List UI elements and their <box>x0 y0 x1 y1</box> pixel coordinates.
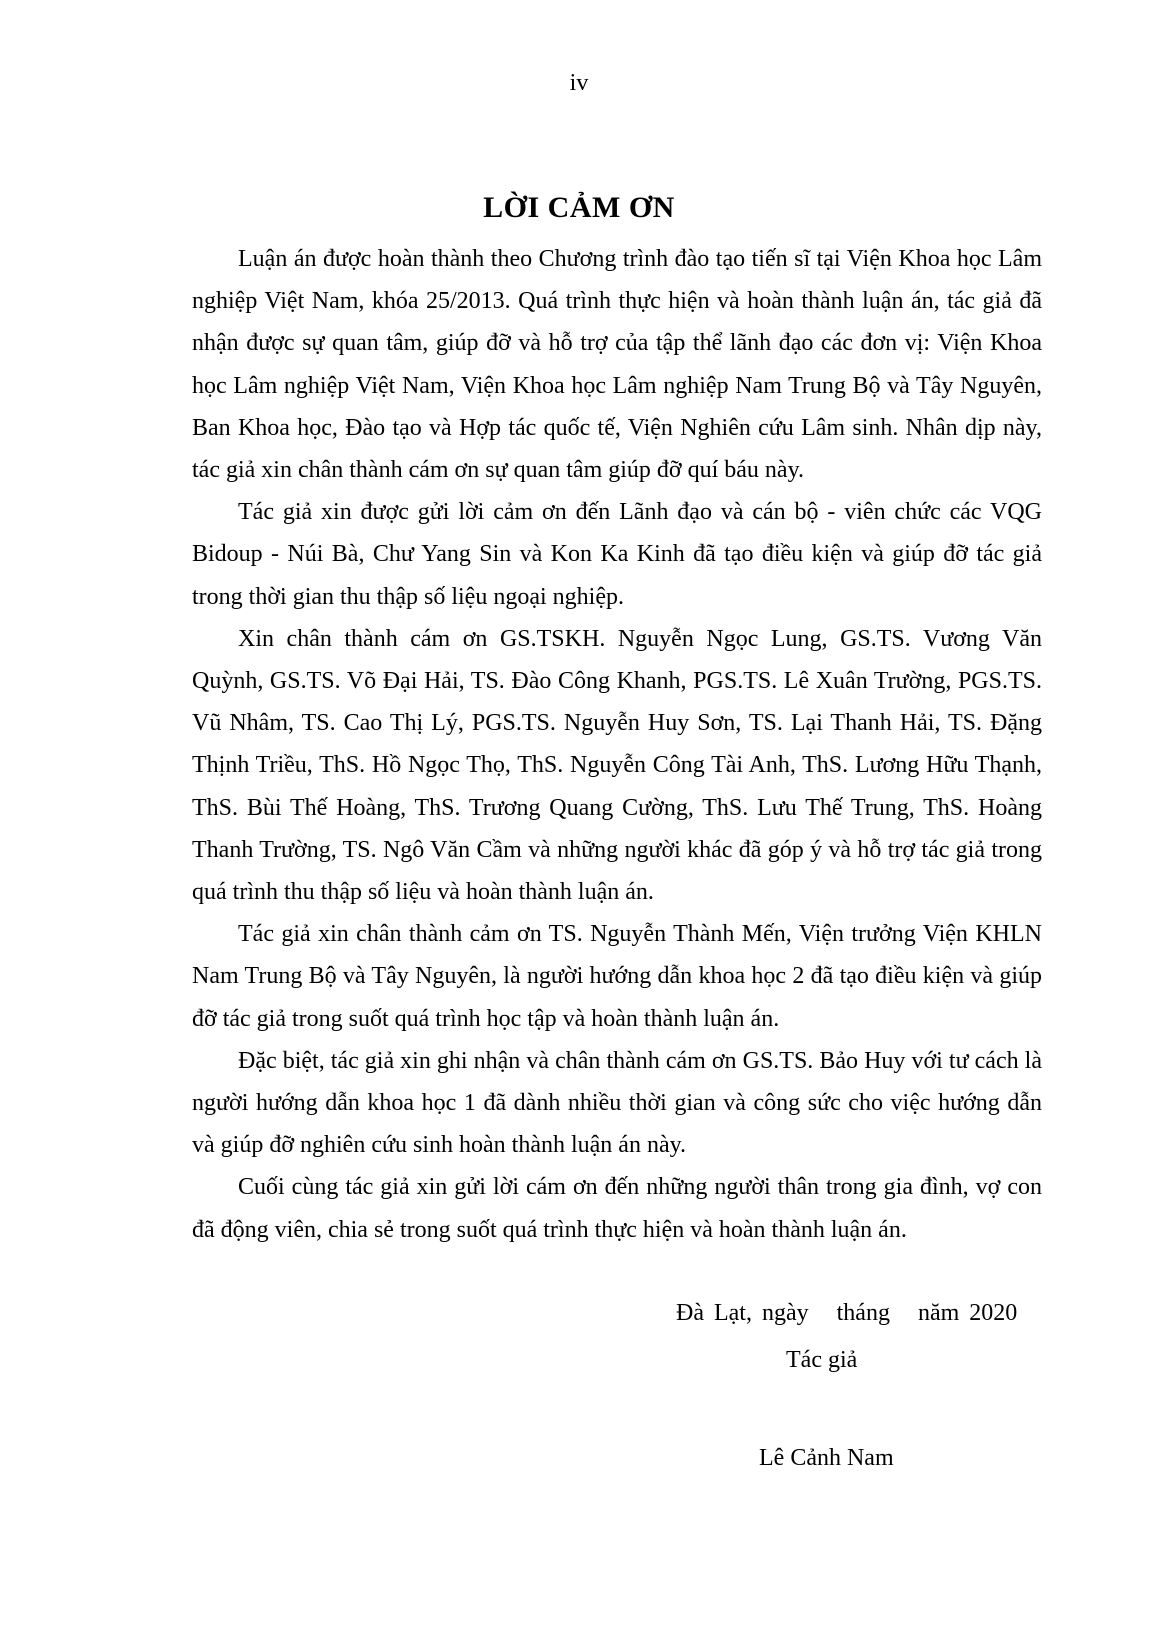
month-label: tháng <box>836 1300 890 1326</box>
paragraph-5: Đặc biệt, tác giả xin ghi nhận và chân thành cám ơn GS.TS. Bảo Huy với tư cách là người hướng dẫn khoa học 1 đã dành nhiều thời gian và công sức cho việc hướng dẫn và giúp đỡ nghiên cứu sinh hoàn thành luận án này. <box>192 1047 1042 1159</box>
place-date-prefix: Đà Lạt, ngày <box>676 1300 809 1326</box>
place-date-line <box>676 1298 1017 1328</box>
paragraph-2: Tác giả xin được gửi lời cảm ơn đến Lãnh đạo và cán bộ - viên chức các VQG Bidoup - Núi Bà, Chư Yang Sin và Kon Ka Kinh đã tạo điều kiện và giúp đỡ tác giả trong thời gian thu thập số liệu ngoại nghiệp. <box>192 499 1042 610</box>
paragraph-4: Tác giả xin chân thành cảm ơn TS. Nguyễn Thành Mến, Viện trưởng Viện KHLN Nam Trung Bộ và Tây Nguyên, là người hướng dẫn khoa học 2 đã tạo điều kiện và giúp đỡ tác giả trong suốt quá trình học tập và hoàn thành luận án. <box>192 921 1042 1032</box>
paragraph-3: Xin chân thành cám ơn GS.TSKH. Nguyễn Ngọc Lung, GS.TS. Vương Văn Quỳnh, GS.TS. Võ Đại Hải, TS. Đào Công Khanh, PGS.TS. Lê Xuân Trường, PGS.TS. Vũ Nhâm, TS. Cao Thị Lý, PGS.TS. Nguyễn Huy Sơn, TS. Lại Thanh Hải, TS. Đặng Thịnh Triều, ThS. Hồ Ngọc Thọ, ThS. Nguyễn Công Tài Anh, ThS. Lương Hữu Thạnh, ThS. Bùi Thế Hoàng, ThS. Trương Quang Cường, ThS. Lưu Thế Trung, ThS. Hoàng Thanh Trường, TS. Ngô Văn Cầm và những người khác đã góp ý và hỗ trợ tác giả trong quá trình thu thập số liệu và hoàn thành luận án. <box>192 625 1042 906</box>
acknowledgement-body <box>192 238 1042 1251</box>
page-title: LỜI CẢM ƠN <box>483 191 675 224</box>
paragraph-6: Cuối cùng tác giả xin gửi lời cám ơn đến những người thân trong gia đình, vợ con đã động viên, chia sẻ trong suốt quá trình thực hiện và hoàn thành luận án. <box>192 1174 1042 1243</box>
year-label: năm 2020 <box>917 1300 1018 1326</box>
author-name: Lê Cảnh Nam <box>759 1445 894 1471</box>
author-role: Tác giả <box>786 1347 858 1373</box>
paragraph-1: Luận án được hoàn thành theo Chương trình đào tạo tiến sĩ tại Viện Khoa học Lâm nghiệp Việt Nam, khóa 25/2013. Quá trình thực hiện và hoàn thành luận án, tác giả đã nhận được sự quan tâm, giúp đỡ và hỗ trợ của tập thể lãnh đạo các đơn vị: Viện Khoa học Lâm nghiệp Việt Nam, Viện Khoa học Lâm nghiệp Nam Trung Bộ và Tây Nguyên, Ban Khoa học, Đào tạo và Hợp tác quốc tế, Viện Nghiên cứu Lâm sinh. Nhân dịp này, tác giả xin chân thành cám ơn sự quan tâm giúp đỡ quí báu này. <box>192 246 1042 484</box>
page-number: iv <box>569 70 589 96</box>
